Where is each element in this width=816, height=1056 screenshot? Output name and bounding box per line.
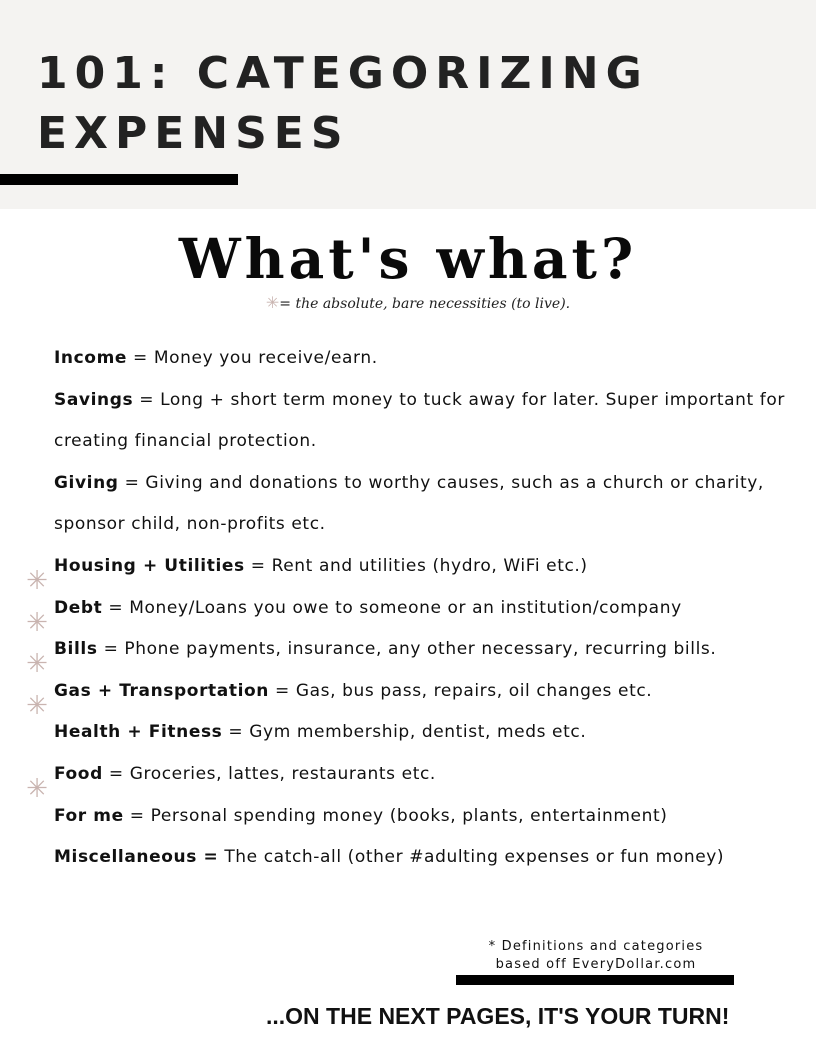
definition-separator: = <box>222 722 250 743</box>
asterisk-icon: ✳ <box>26 774 48 804</box>
footnote-bar <box>456 975 734 985</box>
definition-text: Groceries, lattes, restaurants etc. <box>129 764 436 784</box>
call-to-action: ...ON THE NEXT PAGES, IT'S YOUR TURN! <box>266 1003 730 1029</box>
definition-item <box>54 629 794 671</box>
footnote-line-2: based off EveryDollar.com <box>495 957 697 972</box>
asterisk-icon: ✳ <box>26 649 48 680</box>
definition-item <box>54 546 794 588</box>
definition-item <box>54 837 794 879</box>
definition-term: Savings <box>54 389 134 410</box>
definition-separator: = <box>127 348 154 368</box>
asterisk-icon: ✳ <box>26 566 48 596</box>
definition-separator: = <box>123 805 151 826</box>
definition-term: Gas + Transportation <box>54 680 269 701</box>
asterisk-icon: ✳ <box>26 690 48 721</box>
page-title-line-2: EXPENSES <box>37 108 350 159</box>
definition-separator: = <box>97 639 125 660</box>
definition-text: Personal spending money (books, plants, entertainment) <box>150 805 668 826</box>
definition-term: Bills <box>54 639 98 660</box>
definition-separator: = <box>102 764 130 784</box>
definition-item <box>54 796 794 838</box>
definition-text: Long + short term money to tuck away for later. Super important for creating financial protection. <box>54 389 785 452</box>
definition-term: Housing + Utilities <box>54 556 245 576</box>
title-underline-bar <box>0 174 238 185</box>
page-title-line-1: 101: CATEGORIZING <box>37 48 649 99</box>
definition-item <box>54 754 794 796</box>
definition-separator: = <box>102 597 130 618</box>
definition-separator: = <box>133 389 161 410</box>
definition-term: Giving <box>54 472 119 493</box>
page-title <box>37 44 737 164</box>
definition-text: Phone payments, insurance, any other necessary, recurring bills. <box>124 639 717 660</box>
footnote-line-1: * Definitions and categories <box>488 939 704 954</box>
definition-separator: = <box>244 556 272 576</box>
definition-term: Miscellaneous = <box>54 847 219 868</box>
definition-text: Money you receive/earn. <box>153 348 378 368</box>
definition-text: Money/Loans you owe to someone or an institution/company <box>129 597 682 618</box>
legend <box>0 292 816 315</box>
section-heading: What's what? <box>178 226 638 291</box>
definition-item <box>54 671 794 713</box>
asterisk-icon: ✳ <box>26 607 48 638</box>
definition-term: Food <box>54 764 103 784</box>
definition-item <box>54 463 794 546</box>
definition-term: Income <box>54 348 128 368</box>
definition-text: Giving and donations to worthy causes, such as a church or charity, sponsor child, non-profits etc. <box>54 472 764 535</box>
definition-item <box>54 588 794 630</box>
definition-separator: = <box>269 680 296 701</box>
definition-text: Gas, bus pass, repairs, oil changes etc. <box>295 680 653 701</box>
definition-text: Rent and utilities (hydro, WiFi etc.) <box>271 556 588 576</box>
definition-item <box>54 338 794 380</box>
definition-term: Debt <box>54 597 103 618</box>
definition-separator: = <box>118 472 146 493</box>
definition-term: Health + Fitness <box>54 722 223 743</box>
footnote <box>456 938 736 974</box>
definition-text: Gym membership, dentist, meds etc. <box>249 722 587 743</box>
definition-item <box>54 712 794 754</box>
legend-text: = the absolute, bare necessities (to live). <box>279 296 571 312</box>
definition-term: For me <box>54 805 124 826</box>
definition-text: The catch-all (other #adulting expenses or fun money) <box>224 847 725 868</box>
definition-item <box>54 380 794 463</box>
asterisk-icon: ✳ <box>265 293 280 312</box>
